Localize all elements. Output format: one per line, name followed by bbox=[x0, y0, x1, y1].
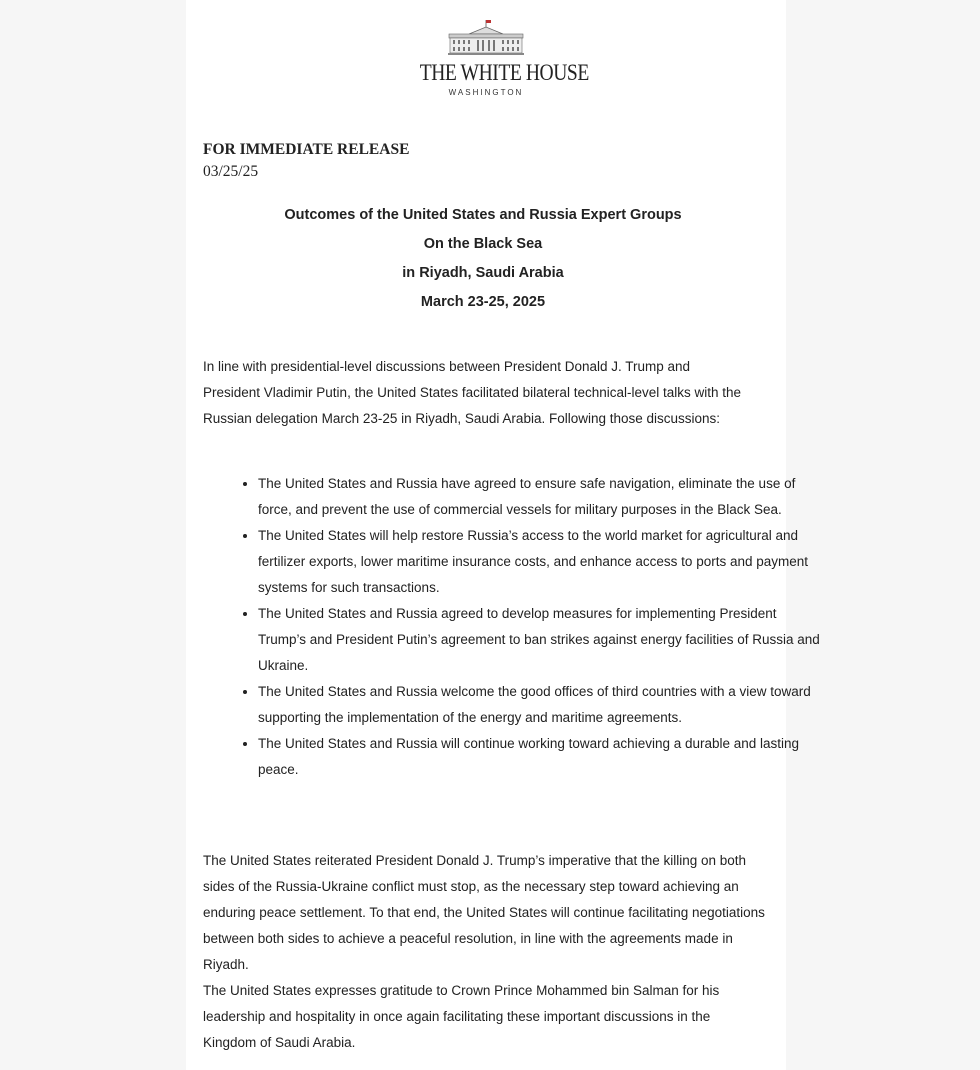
document-title bbox=[186, 204, 780, 320]
title-line: in Riyadh, Saudi Arabia bbox=[402, 265, 564, 281]
logo-title: THE WHITE HOUSE bbox=[419, 60, 589, 85]
document-page bbox=[186, 0, 820, 1070]
title-line: Outcomes of the United States and Russia Expert Groups bbox=[284, 207, 682, 223]
list-item: • The United States and Russia will continue working toward achieving a durable and lasting peace. bbox=[258, 731, 828, 783]
list-item: • The United States and Russia have agreed to ensure safe navigation, eliminate the use of force, and prevent the use of commercial vessels for military purposes in the Black Sea. bbox=[258, 471, 828, 523]
list-item: • The United States and Russia agreed to develop measures for implementing President Trump’s and President Putin’s agreement to ban strikes against energy facilities of Russia and Ukraine. bbox=[258, 601, 828, 679]
release-label: FOR IMMEDIATE RELEASE bbox=[203, 141, 410, 158]
white-house-logo bbox=[408, 18, 589, 97]
title-line: March 23-25, 2025 bbox=[420, 294, 546, 310]
intro-paragraph: In line with presidential-level discussions between President Donald J. Trump and President Vladimir Putin, the United States facilitated bilateral technical-level talks with the Russian delegation March 23-25 in Riyadh, Saudi Arabia. Following those discussions: bbox=[203, 359, 742, 426]
release-date: 03/25/25 bbox=[203, 163, 259, 180]
title-line: On the Black Sea bbox=[423, 236, 543, 252]
list-item: • The United States will help restore Russia’s access to the world market for agricultural and fertilizer exports, lower maritime insurance costs, and enhance access to ports and payment systems for such transactions. bbox=[258, 523, 828, 601]
paragraph-gratitude: The United States expresses gratitude to Crown Prince Mohammed bin Salman for his leadership and hospitality in once again facilitating these important discussions in the Kingdom of Saudi Arabia. bbox=[203, 983, 720, 1050]
white-house-building-icon bbox=[447, 18, 525, 56]
paragraph-negotiations: The United States reiterated President Donald J. Trump’s imperative that the killing on both sides of the Russia-Ukraine conflict must stop, as the necessary step toward achieving an enduring peace settlement. To that end, the United States will continue facilitating negotiations between both sides to achieve a peaceful resolution, in line with the agreements made in Riyadh. bbox=[203, 853, 765, 972]
outcomes-list bbox=[203, 471, 828, 783]
list-item: • The United States and Russia welcome the good offices of third countries with a view toward supporting the implementation of the energy and maritime agreements. bbox=[258, 679, 828, 731]
logo-subtitle: WASHINGTON bbox=[448, 88, 524, 97]
